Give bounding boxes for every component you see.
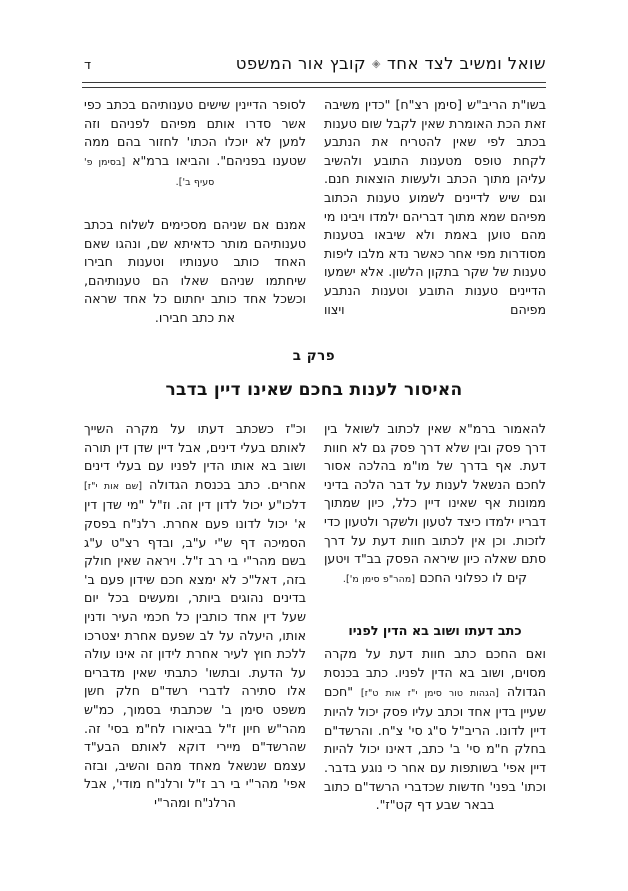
upper-right-column	[324, 96, 546, 341]
running-header	[82, 54, 546, 80]
paragraph-l1-text: לסופר הדיינין שישים טענותיהם בכתב כפי אשר סדרו אותם מפיהם לפניהם וזה למען לא יוכלו הכתו' לחזור בהם ממה שטענו בפניהם". והביאו ברמ"א	[84, 97, 306, 168]
upper-left-column	[84, 96, 306, 341]
lower-left-column	[84, 420, 306, 828]
subheading-ketav-dato: כתב דעתו ושוב בא הדין לפניו	[348, 624, 522, 640]
paragraph-l1-source: [בסימן פ' סעיף ב'].	[84, 156, 215, 189]
header-title	[236, 54, 546, 73]
chapter-number: פרק ב	[292, 348, 336, 364]
lower-columns	[82, 420, 546, 828]
upper-columns	[82, 96, 546, 341]
chapter-title: האיסור לענות בחכם שאינו דיין בדבר	[165, 380, 463, 400]
paragraph-l3-text2: דלכו"ע יכול לדון דין זה. וז"ל "מי שדן דין א' יכול לדונו פעם אחרת. רלנ"ח בפסק הסמיכה דף ש"י ע"ב, ובדף רצ"ט ע"ג בשם מהר"י בי רב ז"ל. ויראה שאין חולק בזה, דאל"כ לא ימצא חכם שידון פעם ב' בדינים נהוגים ביותר, ומעשים בכל יום שעל דין אחד כותבין כל חכמי העיר ודנין אותו, היעלה על לב שפעם אחרת יצטרכו ללכת חוץ לעיר אחרת לידון זה אינו עולה על הדעת. ובתשו' כתבתי שאין מדברים אלו סתירה לדברי רשד"ם חלק חשן משפט סימן ב' שכתבתי בסמוך, כמ"ש מהר"ש חיון ז"ל בביאורו לח"מ בסי' זה. שהרשד"ם מיירי דוקא לאותם הבע"ד עצמם שנשאל מאחד מהם והשיב, ובזה אפי' מהר"י בי רב ז"ל ורלנ"ח מודי', אבל הרלנ"ח ומהר"י	[84, 497, 306, 810]
paragraph-r3-text: ואם החכם כתב חוות דעת על מקרה מסוים, ושוב בא הדין לפניו. כתב בכנסת הגדולה	[324, 646, 546, 699]
paragraph-gap	[84, 206, 306, 216]
paragraph-l1	[84, 96, 306, 193]
chapter-heading-block	[82, 348, 546, 400]
paragraph-l3-source: [שם אות י"ז]	[84, 480, 143, 492]
paragraph-l3	[84, 420, 306, 812]
paragraph-r3-text2: "חכם שעיין בדין אחד וכתב עליו פסק יכול להיות דיין לדונו. הריב"ל ס"ג סי' צ"ח. והרשד"ם בחלק ח"מ סי' ב' כתב, דאינו יכול להיות דיין אפי' בשותפות עם אחר כי נוגע בדבר. וכתו' בפני' חדשות שכדברי הרשד"ם כתוב בבאר שבע דף קט"ז".	[324, 683, 546, 813]
paragraph-r1: בשו"ת הריב"ש [סימן רצ"ח] "כדין משיבה זאת הכת האומרת שאין לקבל שום טענות בכתב לפי שאין להטריח את הנתבע לקחת טופס מטענות התובע ולהשיב עליהן מתוך הכתב ולעשות הוצאות חנם. וגם שיש לדיינים לשמוע טענות הכתוב מפיהם שמא מתוך דבריהם ילמדו ויבינו מי מהם טוען באמת ולא שיבאו בטענות מסודרות מפי אחר כאשר נדא מלבו ליפות טענות של שקר בתקון הלשון. אלא ישמעו הדיינים טענות התובע וטענות הנתבע מפיהם ויצוו	[324, 97, 546, 317]
paragraph-r2-source: [מהר"פ סימן מ'].	[342, 573, 416, 585]
paragraph-r3	[324, 645, 546, 814]
diamond-separator-icon: ◈	[371, 57, 381, 70]
paragraph-r2-text: להאמור ברמ"א שאין לכתוב לשואל בין דרך פסק ובין שלא דרך פסק גם לא חוות דעת. אף בדרך של מו"מ בהלכה אסור לחכם הנשאל לענות על דבר הלכה בדיני ממונות אף שאינו דיין כלל, כיון שמתוך דבריו ילמדו כיצד לטעון ולשקר ולטעון כדי לזכות. וכן אין לכתוב חוות דעת על דרך סתם שאלה כיון שיראה הפסק בב"ד ויטען קים לו כפלוני החכם	[324, 421, 546, 585]
page-number: ד	[84, 58, 92, 73]
header-title-left: קובץ אור המשפט	[235, 54, 366, 73]
header-double-rule	[82, 82, 546, 88]
header-title-right: שואל ומשיב לצד אחד	[386, 54, 546, 73]
paragraph-l3-text: וכ"ז כשכתב דעתו על מקרה השייך לאותם בעלי דינים, אבל דיין שדן דין תורה ושוב בא אותו הדין לפניו עם בעלי דינים אחרים. כתב בכנסת הגדולה	[84, 421, 306, 492]
paragraph-r2	[324, 420, 546, 589]
paragraph-r3-source: [הגהות טור סימן י"ז אות ט"ז]	[360, 687, 500, 699]
lower-right-column	[324, 420, 546, 828]
paragraph-l2: אמנם אם שניהם מסכימים לשלוח בכתב טענותיהם מותר כדאיתא שם, ונהגו שאם האחד כותב טענותיו וטענות חבירו שיחתמו שניהם שאלו הם טענותיהם, וכשכל אחד כותב יחתום כל אחד שראה את כתב חבירו.	[84, 216, 306, 325]
paragraph-gap	[324, 602, 546, 618]
